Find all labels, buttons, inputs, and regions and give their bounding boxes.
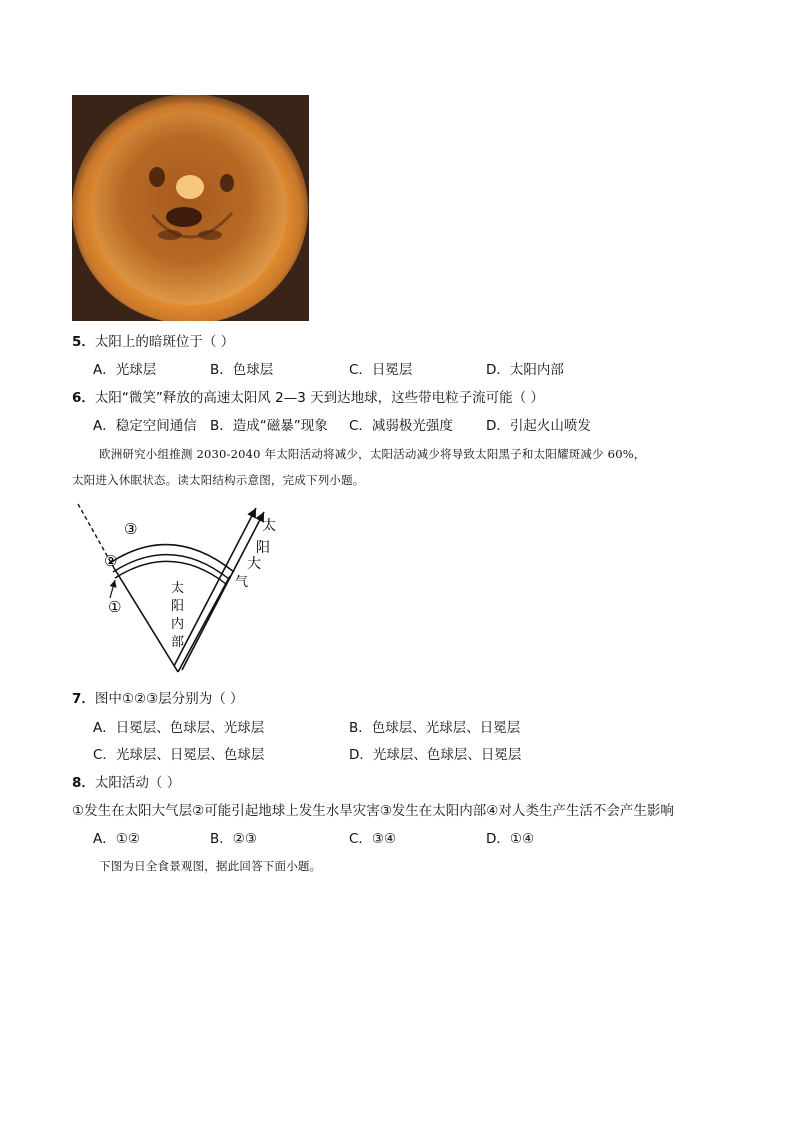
question-7 bbox=[72, 690, 244, 708]
outer-arc bbox=[110, 545, 234, 572]
q8-option-b[interactable]: B．②③ bbox=[210, 831, 257, 847]
question-8-statements: ①发生在太阳大气层②可能引起地球上发生水旱灾害③发生在太阳内部④对人类生产生活不会产生影响 bbox=[72, 803, 674, 819]
interior-char-1: 太 bbox=[171, 581, 185, 596]
label-2: ② bbox=[104, 552, 118, 570]
q6-option-d[interactable]: D．引起火山喷发 bbox=[486, 418, 591, 434]
question-5 bbox=[72, 333, 234, 351]
atmosphere-char-1: 太 bbox=[262, 518, 276, 534]
label-3: ③ bbox=[124, 520, 138, 538]
arrow-layer-1 bbox=[110, 580, 115, 598]
interior-char-2: 阳 bbox=[171, 599, 185, 614]
q7-option-c[interactable]: C．光球层、日冕层、色球层 bbox=[93, 747, 265, 763]
atmosphere-char-2: 阳 bbox=[256, 540, 270, 556]
question-7-stem: 图中①②③层分别为（ ） bbox=[94, 691, 244, 707]
atmosphere-char-3: 大 bbox=[247, 556, 261, 572]
question-8-number: 8． bbox=[72, 775, 95, 791]
question-8 bbox=[72, 774, 180, 792]
atmosphere-char-4: 气 bbox=[235, 575, 249, 590]
question-7-number: 7． bbox=[72, 691, 95, 707]
wedge-left-edge bbox=[114, 568, 178, 672]
middle-arc bbox=[113, 555, 229, 579]
q7-option-a[interactable]: A．日冕层、色球层、光球层 bbox=[93, 720, 265, 736]
passage-1-line-2: 太阳进入休眠状态。读太阳结构示意图，完成下列小题。 bbox=[72, 473, 365, 487]
q8-option-c[interactable]: C．③④ bbox=[349, 831, 397, 847]
q7-option-b[interactable]: B．色球层、光球层、日冕层 bbox=[349, 720, 521, 736]
label-1: ① bbox=[108, 598, 122, 616]
q6-option-b[interactable]: B．造成“磁暴”现象 bbox=[210, 418, 328, 434]
q6-option-a[interactable]: A．稳定空间通信 bbox=[93, 418, 197, 434]
interior-char-4: 部 bbox=[171, 635, 185, 650]
question-8-stem: 太阳活动（ ） bbox=[94, 775, 181, 791]
q8-option-d[interactable]: D．①④ bbox=[486, 831, 535, 847]
passage-1-line-1: 欧洲研究小组推测 2030-2040 年太阳活动将减少，太阳活动减少将导致太阳黑子和太阳耀斑减少 60%， bbox=[99, 447, 646, 461]
interior-char-3: 内 bbox=[171, 617, 185, 632]
q5-option-d[interactable]: D．太阳内部 bbox=[486, 362, 564, 378]
sun-photo bbox=[72, 95, 309, 321]
question-6-number: 6． bbox=[72, 390, 95, 406]
sun-structure-diagram bbox=[70, 500, 300, 680]
question-6 bbox=[72, 389, 544, 407]
wedge-right-edge bbox=[178, 576, 230, 672]
q5-option-b[interactable]: B．色球层 bbox=[210, 362, 274, 378]
passage-2-line-1: 下图为日全食景观图，据此回答下面小题。 bbox=[99, 859, 322, 873]
q6-option-c[interactable]: C．减弱极光强度 bbox=[349, 418, 453, 434]
q5-option-c[interactable]: C．日冕层 bbox=[349, 362, 413, 378]
q8-option-a[interactable]: A．①② bbox=[93, 831, 140, 847]
q7-option-d[interactable]: D．光球层、色球层、日冕层 bbox=[349, 747, 522, 763]
question-6-stem: 太阳“微笑”释放的高速太阳风 2—3 天到达地球，这些带电粒子流可能（ ） bbox=[94, 390, 544, 406]
q5-option-a[interactable]: A．光球层 bbox=[93, 362, 157, 378]
question-5-number: 5． bbox=[72, 334, 95, 350]
sun-photo-icon bbox=[72, 95, 309, 321]
atmosphere-arrow-1 bbox=[182, 512, 264, 670]
question-5-stem: 太阳上的暗斑位于（ ） bbox=[94, 334, 235, 350]
